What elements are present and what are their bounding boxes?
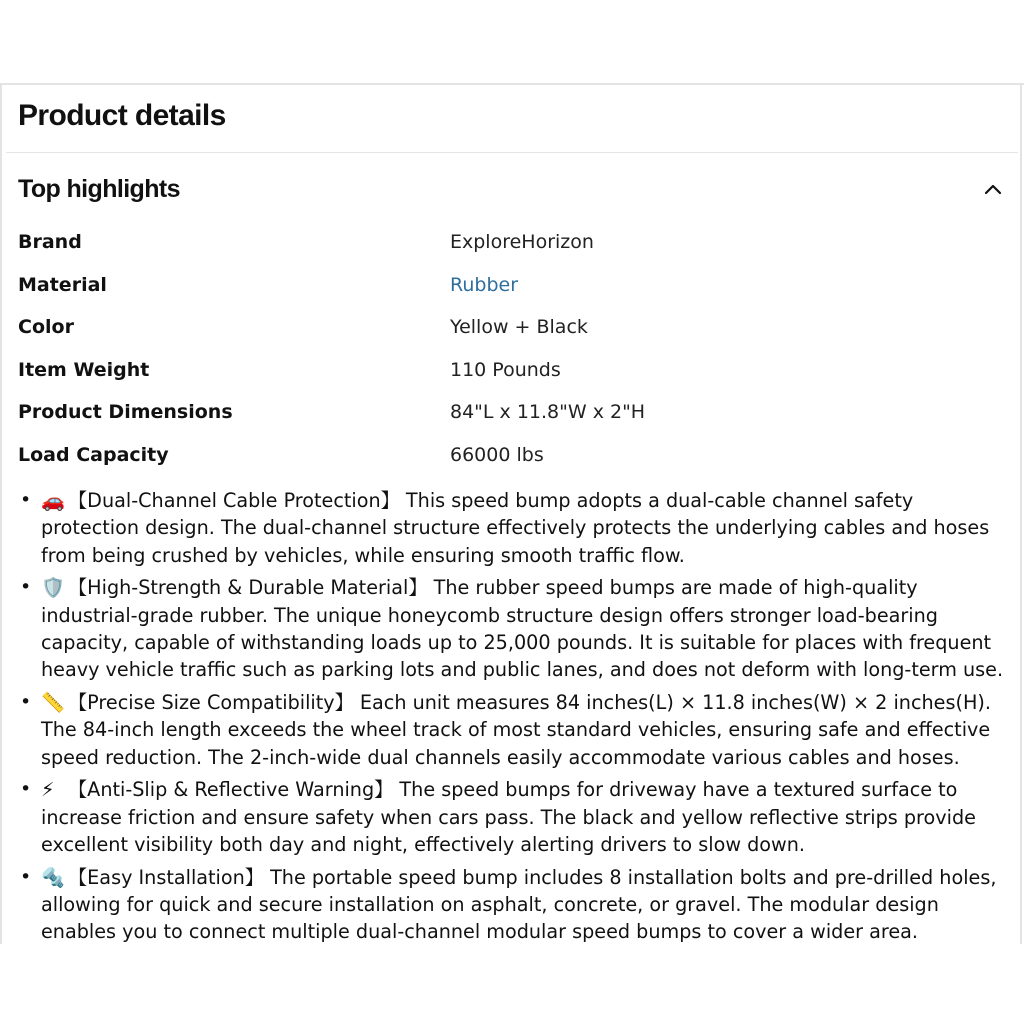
highlight-text: 【Precise Size Compatibility】 Each unit measures 84 inches(L) × 11.8 inches(W) × 2 inches(H). The 84-inch length exceeds the wheel track of most standard vehicles, ensuring safe and effective speed reduction. The 2-inch-wide dual channels easily accommodate various cables and hoses. [41,691,991,769]
highlights-list [20,487,1010,951]
lightning-icon: ⚡ [41,778,55,802]
bolt-icon: 🔩 [41,865,65,889]
highlight-text: 【Dual-Channel Cable Protection】 This speed bump adopts a dual-cable channel safety protection design. The dual-channel structure effectively protects the underlying cables and hoses from being crushed by vehicles, while ensuring smooth traffic flow. [41,489,990,567]
spec-label: Brand [18,231,82,254]
spec-label: Material [18,273,107,296]
material-link[interactable]: Rubber [450,273,519,296]
ruler-icon: 📏 [41,691,65,715]
spec-value: 110 Pounds [450,358,561,381]
section-title: Top highlights [18,174,180,203]
list-item [20,689,1010,771]
list-item [20,487,1010,569]
spec-row-load-capacity [18,434,1008,477]
spec-value: 66000 lbs [450,443,544,466]
bullet-icon: • [20,576,32,599]
bullet-icon: • [20,778,32,801]
spec-row-material [18,264,1008,307]
spec-row-brand [18,221,1008,264]
spec-label: Item Weight [18,358,150,381]
car-icon: 🚗 [41,489,65,512]
list-item [20,574,1010,683]
spec-row-item-weight [18,349,1008,392]
spec-row-color [18,306,1008,349]
specs-table [18,221,1008,476]
page-title: Product details [18,99,226,132]
spec-label: Product Dimensions [18,401,233,424]
spec-value: ExploreHorizon [450,231,594,254]
bullet-icon: • [20,489,32,511]
spec-value: Yellow + Black [450,316,588,339]
spec-row-product-dimensions [18,391,1008,434]
title-divider [6,152,1018,153]
highlight-text: 【Easy Installation】 The portable speed bump includes 8 installation bolts and pre-drilled holes, allowing for quick and secure installation on asphalt, concrete, or gravel. The modular design enables you to connect multiple dual-channel modular speed bumps to cover a wider area. [41,865,997,944]
list-item [20,864,1010,946]
spec-label: Color [18,316,74,339]
spec-label: Load Capacity [18,443,169,466]
highlight-text: 【Anti-Slip & Reflective Warning】 The speed bumps for driveway have a textured surface to increase friction and ensure safety when cars pass. The black and yellow reflective strips provide excellent visibility both day and night, effectively alerting drivers to slow down. [41,778,976,857]
bullet-icon: • [20,865,32,888]
shield-icon: 🛡️ [41,576,65,600]
highlight-text: 【High-Strength & Durable Material】 The rubber speed bumps are made of high-quality industrial-grade rubber. The unique honeycomb structure design offers stronger load-bearing capacity, capable of withstanding loads up to 25,000 pounds. It is suitable for places with frequent heavy vehicle traffic such as parking lots and public lanes, and does not deform with long-term use. [41,576,1004,682]
list-item [20,776,1010,858]
spec-value: 84"L x 11.8"W x 2"H [450,401,646,424]
top-highlights-toggle[interactable] [18,170,1003,208]
bullet-icon: • [20,691,32,714]
chevron-up-icon[interactable] [983,179,1003,199]
